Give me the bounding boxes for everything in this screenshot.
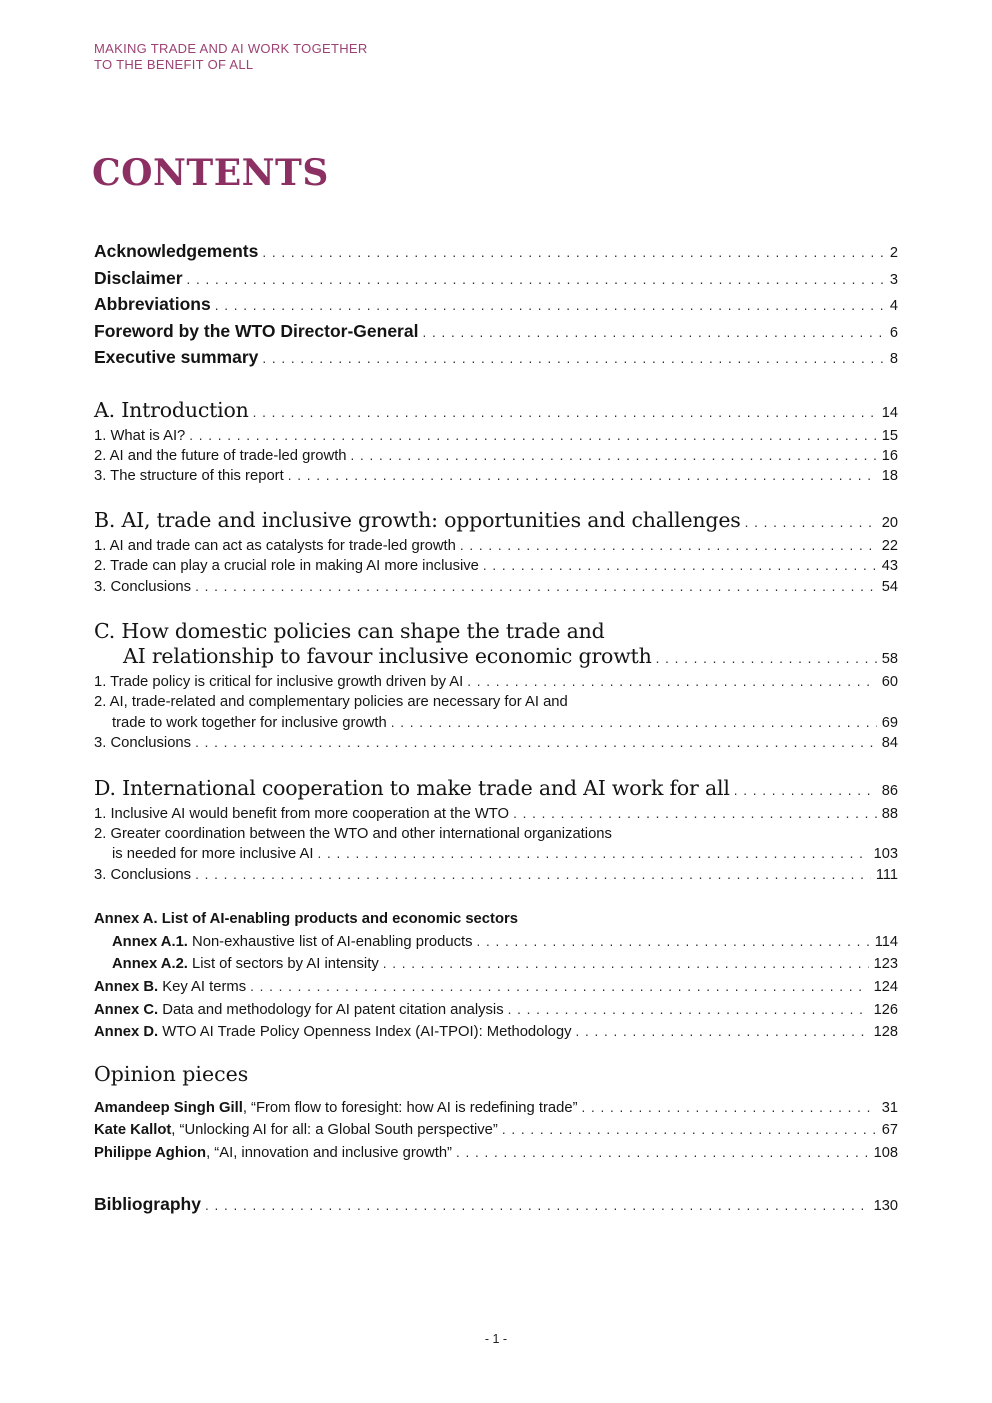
entry-page: 15 — [881, 427, 898, 444]
toc-entry-foreword[interactable] — [94, 319, 898, 346]
entry-page: 60 — [881, 673, 898, 690]
entry-label: 3. Conclusions — [94, 578, 192, 595]
dot-leader — [477, 931, 870, 954]
toc-entry-opinion-aghion[interactable] — [94, 1142, 898, 1164]
section-heading-label: AI relationship to favour inclusive economic growth — [123, 643, 652, 668]
toc-entry-executive-summary[interactable] — [94, 345, 898, 372]
dot-leader — [460, 536, 877, 556]
entry-label: Disclaimer — [94, 267, 183, 288]
entry-page: 6 — [889, 324, 898, 341]
dot-leader — [318, 844, 869, 864]
entry-page: 124 — [873, 978, 898, 995]
entry-label: Annex A.1. Non-exhaustive list of AI-enabling products — [112, 933, 473, 950]
toc-entry-bibliography[interactable] — [94, 1192, 898, 1219]
entry-page: 54 — [881, 578, 898, 595]
entry-label: 2. AI, trade-related and complementary policies are necessary for AI and — [94, 694, 568, 711]
dot-leader — [215, 292, 885, 319]
entry-label: 2. Trade can play a crucial role in making AI more inclusive — [94, 558, 479, 575]
dot-leader — [250, 976, 869, 999]
running-header-line1: MAKING TRADE AND AI WORK TOGETHER — [94, 41, 368, 56]
toc-entry-section-b-heading[interactable] — [94, 508, 898, 536]
entry-page: 88 — [881, 805, 898, 822]
entry-label: 1. Inclusive AI would benefit from more cooperation at the WTO — [94, 805, 510, 822]
toc-entry-section-d-heading[interactable] — [94, 776, 898, 804]
annex-list — [94, 909, 898, 1044]
entry-label: Annex A.2. List of sectors by AI intensity — [112, 956, 379, 973]
toc-entry-d3[interactable] — [94, 865, 898, 885]
dot-leader — [582, 1097, 877, 1119]
entry-page: 18 — [881, 468, 898, 485]
toc-entry-annex-b[interactable] — [94, 976, 898, 999]
toc-entry-b1[interactable] — [94, 536, 898, 556]
dot-leader — [576, 1021, 869, 1044]
entry-label: Annex B. Key AI terms — [94, 978, 247, 995]
entry-page: 20 — [881, 514, 898, 531]
toc-entry-section-a-heading[interactable] — [94, 398, 898, 426]
opinion-pieces-list — [94, 1097, 898, 1164]
section-c — [94, 619, 898, 754]
entry-page: 22 — [881, 537, 898, 554]
dot-leader — [656, 646, 877, 671]
dot-leader — [205, 1192, 869, 1218]
toc-entry-opinion-gill[interactable] — [94, 1097, 898, 1119]
dot-leader — [383, 953, 869, 976]
entry-page: 69 — [881, 714, 898, 731]
dot-leader — [187, 266, 885, 293]
dot-leader — [195, 733, 877, 753]
toc-entry-acknowledgements[interactable] — [94, 239, 898, 266]
entry-label: Kate Kallot, “Unlocking AI for all: a Global South perspective” — [94, 1122, 498, 1139]
toc-entry-disclaimer[interactable] — [94, 266, 898, 293]
entry-page: 108 — [873, 1144, 898, 1161]
entry-page: 14 — [881, 404, 898, 421]
dot-leader — [734, 778, 877, 803]
entry-label: 1. What is AI? — [94, 427, 186, 444]
entry-label: 2. AI and the future of trade-led growth — [94, 447, 347, 464]
toc-entry-b3[interactable] — [94, 577, 898, 597]
dot-leader — [189, 426, 876, 446]
dot-leader — [502, 1119, 877, 1141]
dot-leader — [351, 446, 877, 466]
entry-label: Annex A. List of AI-enabling products and economic sectors — [94, 911, 518, 928]
entry-label: is needed for more inclusive AI — [112, 846, 314, 863]
entry-label: trade to work together for inclusive growth — [112, 714, 387, 731]
entry-page: 111 — [875, 866, 898, 883]
section-heading-label: C. How domestic policies can shape the trade and — [94, 618, 605, 643]
running-header — [94, 41, 992, 73]
entry-label: 3. Conclusions — [94, 735, 192, 752]
dot-leader — [745, 510, 877, 535]
entry-page: 126 — [873, 1001, 898, 1018]
section-heading-label: D. International cooperation to make trade and AI work for all — [94, 775, 730, 800]
entry-label: Foreword by the WTO Director-General — [94, 320, 419, 341]
dot-leader — [288, 466, 877, 486]
entry-page: 8 — [889, 351, 898, 367]
entry-page: 130 — [873, 1197, 898, 1214]
entry-page: 58 — [881, 650, 898, 667]
toc-entry-b2[interactable] — [94, 556, 898, 576]
toc-entry-c1[interactable] — [94, 672, 898, 692]
dot-leader — [513, 804, 877, 824]
toc-entry-annex-a2[interactable] — [94, 953, 898, 976]
toc-entry-annex-a[interactable] — [94, 909, 898, 931]
entry-page: 16 — [881, 447, 898, 464]
dot-leader — [422, 319, 884, 346]
entry-label: Annex D. WTO AI Trade Policy Openness Index (AI-TPOI): Methodology — [94, 1024, 572, 1041]
entry-page: 67 — [881, 1122, 898, 1139]
page-number-footer: - 1 - — [484, 1332, 508, 1346]
entry-label: Annex C. Data and methodology for AI patent citation analysis — [94, 1001, 504, 1018]
toc-entry-c2-line1[interactable] — [94, 692, 898, 712]
section-b — [94, 508, 898, 597]
toc-entry-annex-a1[interactable] — [94, 931, 898, 954]
entry-label: 3. Conclusions — [94, 866, 192, 883]
entry-page: 43 — [881, 558, 898, 575]
dot-leader — [483, 556, 877, 576]
dot-leader — [195, 577, 877, 597]
dot-leader — [253, 400, 877, 425]
entry-page: 103 — [873, 846, 898, 863]
section-heading-label: A. Introduction — [94, 397, 249, 422]
table-of-contents — [94, 239, 898, 1219]
toc-entry-c3[interactable] — [94, 733, 898, 753]
toc-entry-a1[interactable] — [94, 426, 898, 446]
dot-leader — [262, 239, 885, 266]
entry-label: Philippe Aghion, “AI, innovation and inclusive growth” — [94, 1144, 452, 1161]
dot-leader — [456, 1142, 869, 1164]
toc-entry-section-c-heading-line1[interactable] — [94, 619, 898, 644]
entry-label: Abbreviations — [94, 294, 211, 314]
toc-entry-d2-line2[interactable] — [94, 844, 898, 864]
toc-entry-a3[interactable] — [94, 466, 898, 486]
toc-entry-d2-line1[interactable] — [94, 824, 898, 844]
dot-leader — [195, 865, 871, 885]
entry-label: 2. Greater coordination between the WTO and other international organizations — [94, 825, 612, 842]
entry-label: Amandeep Singh Gill, “From flow to foresight: how AI is redefining trade” — [94, 1099, 578, 1116]
toc-entry-c2-line2[interactable] — [94, 713, 898, 733]
section-heading-label: B. AI, trade and inclusive growth: opportunities and challenges — [94, 507, 741, 532]
running-header-line2: TO THE BENEFIT OF ALL — [94, 57, 254, 72]
toc-entry-annex-d[interactable] — [94, 1021, 898, 1044]
entry-page: 86 — [881, 782, 898, 799]
entry-page: 128 — [873, 1024, 898, 1041]
opinion-pieces-heading: Opinion pieces — [94, 1061, 249, 1086]
dot-leader — [391, 713, 877, 733]
entry-label: 3. The structure of this report — [94, 468, 284, 485]
entry-page: 4 — [889, 298, 898, 314]
toc-entry-d1[interactable] — [94, 804, 898, 824]
entry-page: 123 — [873, 956, 898, 973]
front-matter-list — [94, 239, 898, 372]
page-title: CONTENTS — [92, 152, 329, 194]
dot-leader — [467, 672, 877, 692]
toc-entry-opinion-kallot[interactable] — [94, 1119, 898, 1141]
section-a — [94, 398, 898, 487]
toc-entry-abbreviations[interactable] — [94, 292, 898, 319]
section-d — [94, 776, 898, 886]
toc-entry-a2[interactable] — [94, 446, 898, 466]
entry-page: 31 — [881, 1099, 898, 1116]
entry-label: Executive summary — [94, 347, 259, 367]
entry-label: Acknowledgements — [94, 241, 259, 261]
entry-page: 3 — [889, 271, 898, 288]
toc-entry-annex-c[interactable] — [94, 999, 898, 1022]
entry-label: 1. AI and trade can act as catalysts for trade-led growth — [94, 537, 456, 554]
dot-leader — [262, 345, 884, 372]
entry-page: 114 — [874, 933, 898, 950]
entry-page: 2 — [889, 245, 898, 261]
entry-label: Bibliography — [94, 1193, 201, 1214]
toc-entry-section-c-heading-line2[interactable] — [94, 644, 898, 672]
entry-label: 1. Trade policy is critical for inclusive growth driven by AI — [94, 673, 464, 690]
dot-leader — [508, 999, 869, 1022]
entry-page: 84 — [881, 735, 898, 752]
